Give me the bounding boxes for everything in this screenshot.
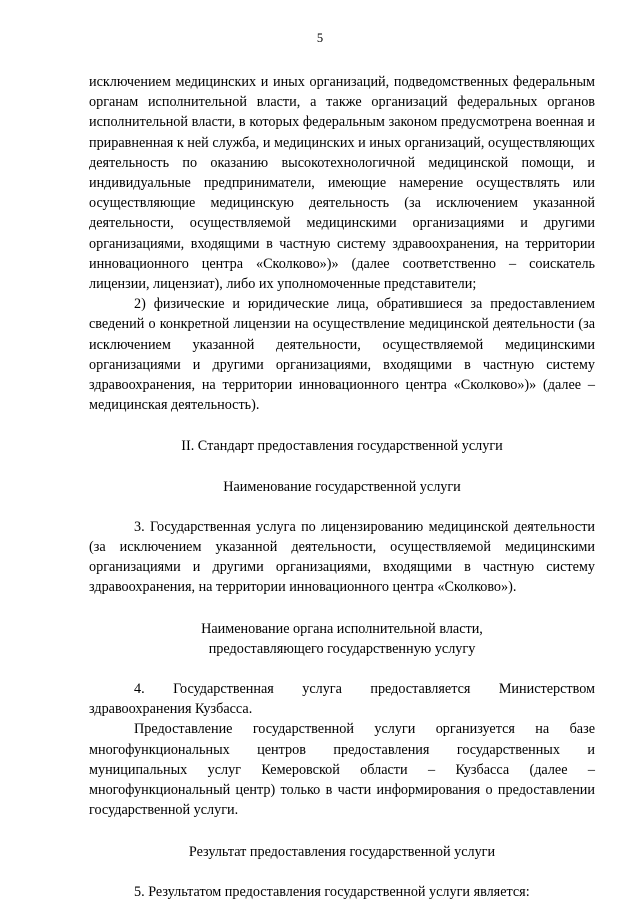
subheading-service-result: Результат предоставления государственной услуги	[188, 843, 496, 860]
paragraph-item-3: 3. Государственная услуга по лицензированию медицинской деятельности (за исключением указанной деятельности, осуществляемой медицинскими организациями и другими организациями, входящими в частную систему здравоохранения, на территории инновационного центра «Сколково»).	[89, 518, 595, 596]
paragraph-item-5: 5. Результатом предоставления государственной услуги является:	[134, 883, 530, 900]
paragraph-item-4: 4. Государственная услуга предоставляется Министерством здравоохранения Кузбасса.	[89, 681, 595, 718]
document-body	[89, 72, 595, 902]
section-heading-2: II. Стандарт предоставления государственной услуги	[181, 438, 503, 455]
paragraph-continuation: исключением медицинских и иных организаций, подведомственных федеральным органам исполнительной власти, а также организаций федеральных органов исполнительной власти, в которых федеральным законом предусмотрена военная и приравненная к ней служба, и медицинских и иных организаций, осуществляющих деятельность по оказанию высокотехнологичной медицинской помощи, и индивидуальные предприниматели, имеющие намерение осуществлять или осуществляющие медицинскую деятельность (за исключением указанной деятельности, осуществляемой медицинскими организациями и другими организациями, входящими в частную систему здравоохранения, на территории инновационного центра «Сколково»)» (далее соответственно – соискатель лицензии, лицензиат), либо их уполномоченные представители;	[89, 74, 595, 293]
subheading-service-name: Наименование государственной услуги	[223, 478, 461, 495]
subheading-authority-line-2: предоставляющего государственную услугу	[208, 640, 476, 657]
page-number: 5	[316, 31, 324, 45]
paragraph-item-4-continued: Предоставление государственной услуги организуется на базе многофункциональных центров предоставления государственных и муниципальных услуг Кемеровской области – Кузбасса (далее – многофункциональный центр) только в части информирования о предоставлении государственной услуги.	[89, 721, 595, 819]
paragraph-item-2: 2) физические и юридические лица, обратившиеся за предоставлением сведений о конкретной лицензии на осуществление медицинской деятельности (за исключением указанной деятельности, осуществляемой медицинскими организациями и другими организациями, входящими в частную систему здравоохранения, на территории инновационного центра «Сколково»)» (далее – медицинская деятельность).	[89, 296, 595, 414]
subheading-authority-line-1: Наименование органа исполнительной власти,	[201, 620, 483, 637]
